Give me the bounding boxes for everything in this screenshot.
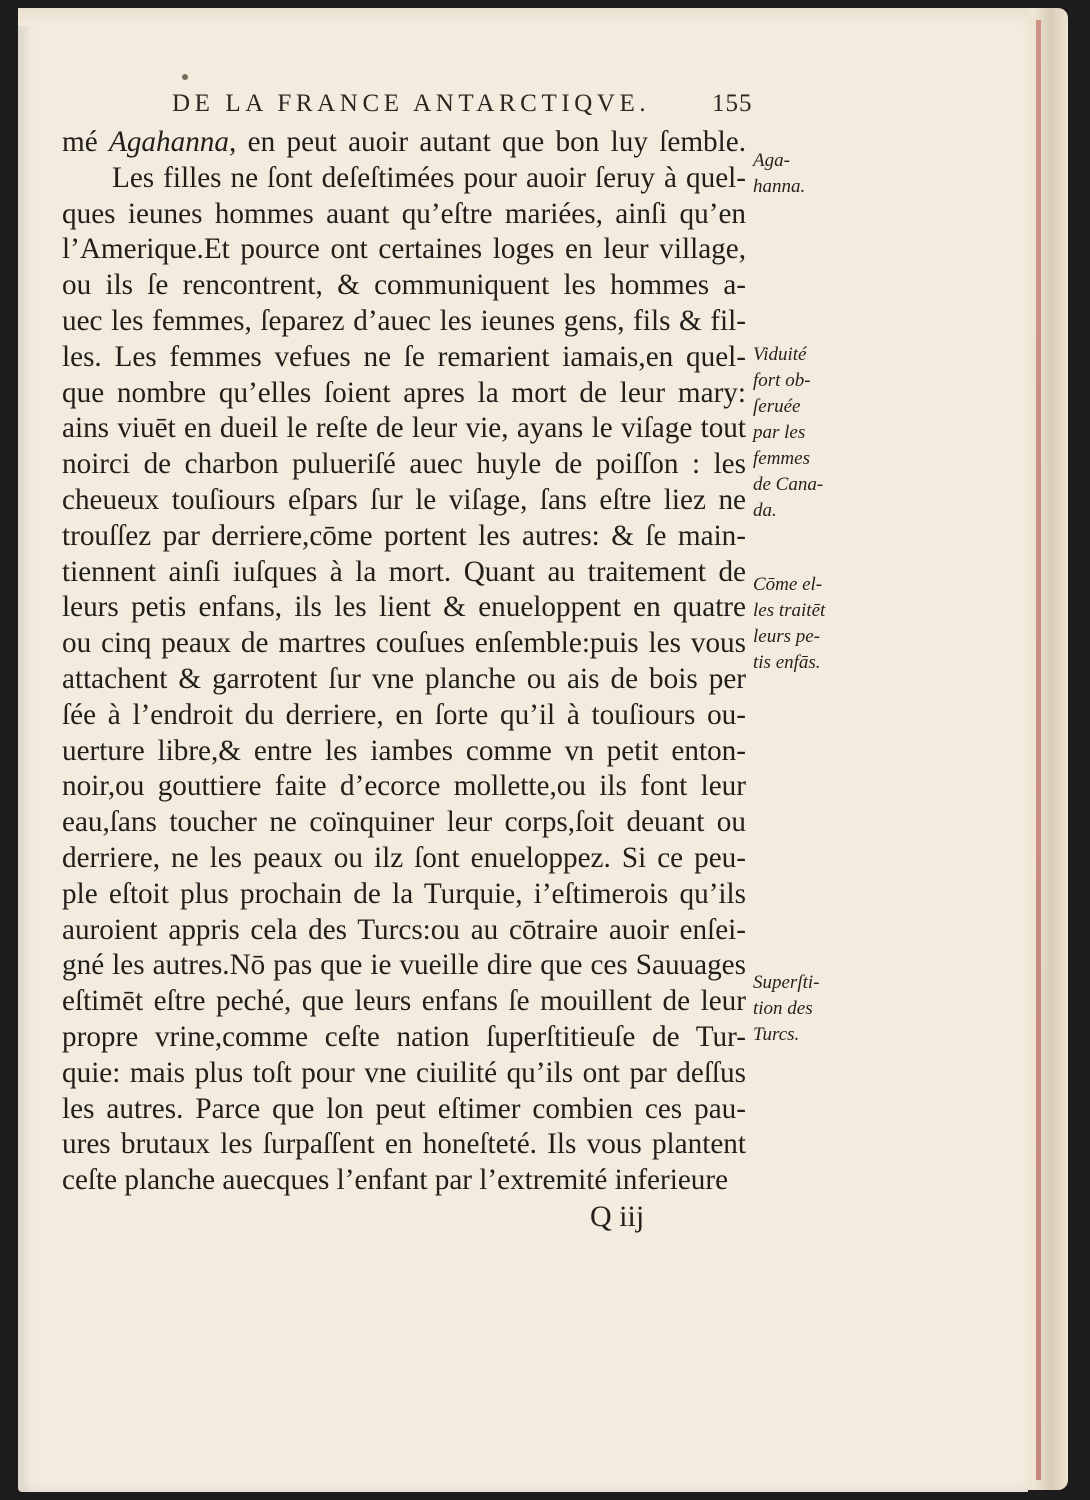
margin-note-line: Superſti- [753, 972, 820, 993]
text-line: leurs petis enfans, ils les lient & enueloppent en quatre [62, 591, 746, 624]
text-line [62, 125, 746, 161]
text-line: ures brutaux les ſurpaſſent en honeſteté. Ils vous plantent [62, 1128, 746, 1161]
margin-note-line: da. [753, 500, 777, 521]
ink-dot [182, 74, 188, 80]
text-line: attachent & garrotent ſur vne planche ou ais de bois per [62, 662, 746, 695]
text-line: eau,ſans toucher ne coïnquiner leur corps,ſoit deuant ou [62, 806, 746, 839]
text-line: gné les autres.Nō pas que ie vueille dire que ces Sauuages [62, 949, 746, 982]
signature-mark: Q iij [590, 1200, 645, 1233]
margin-note-line: Aga- [753, 150, 790, 171]
margin-note-line: tis enfās. [753, 652, 821, 673]
text-line: eſtimēt eſtre peché, que leurs enfans ſe mouillent de leur [62, 985, 746, 1018]
margin-note-line: tion des [753, 998, 813, 1019]
text-line: derriere, ne les peaux ou ilz ſont enueloppez. Si ce peu- [62, 841, 746, 874]
margin-note-line: Turcs. [753, 1024, 800, 1045]
text-line: l’Amerique.Et pource ont certaines loges en leur village, [62, 233, 746, 266]
text-line: ques ieunes hommes auant qu’eſtre mariées, ainſi qu’en [62, 197, 746, 230]
page-top-edge [18, 8, 1028, 26]
text-line: auroient appris cela des Turcs:ou au cōtraire auoir enſei- [62, 913, 746, 946]
text-line: trouſſez par derriere,cōme portent les autres: & ſe main- [62, 519, 746, 552]
text-line: uerture libre,& entre les iambes comme vn petit enton- [62, 734, 746, 767]
text-line: propre vrine,comme ceſte nation ſuperſtitieuſe de Tur- [62, 1020, 746, 1053]
page-edge-red-stain [1036, 20, 1041, 1480]
text-line: les. Les femmes vefues ne ſe remarient iamais,en quel- [62, 340, 746, 373]
text-line: ou cinq peaux de martres couſues enſemble:puis les vous [62, 627, 746, 660]
text-fragment: mé [62, 126, 109, 158]
text-line: quie: mais plus toſt pour vne ciuilité qu’ils ont par deſſus [62, 1056, 746, 1089]
text-line: uec les femmes, ſeparez d’auec les ieunes gens, fils & fil- [62, 304, 746, 337]
page-number: 155 [712, 90, 753, 117]
margin-note-come-elles-traitent [753, 572, 843, 676]
margin-note-line: leurs pe- [753, 626, 821, 647]
text-line: ou ils ſe rencontrent, & communiquent les hommes a- [62, 269, 746, 302]
margin-note-viduite [753, 342, 843, 524]
margin-note-line: Viduité [753, 344, 807, 365]
text-line: noir,ou gouttiere faite d’ecorce mollette,ou ils font leur [62, 770, 746, 803]
margin-note-line: ſeruée [753, 396, 801, 417]
text-line: cheueux touſiours eſpars ſur le viſage, ſans eſtre liez ne [62, 483, 746, 516]
text-line: ains viuēt en dueil le reſte de leur vie, ayans le viſage tout [62, 412, 746, 445]
italic-name: Agahanna [109, 126, 229, 158]
text-line: Les filles ne ſont deſeſtimées pour auoir ſeruy à quel- [112, 161, 746, 194]
text-line: que nombre qu’elles ſoient apres la mort de leur mary: [62, 376, 746, 409]
text-line: noirci de charbon pulueriſé auec huyle de poiſſon : les [62, 448, 746, 481]
text-line: tiennent ainſi iuſques à la mort. Quant au traitement de [62, 555, 746, 588]
text-line: les autres. Parce que lon peut eſtimer combien ces pau- [62, 1092, 746, 1125]
margin-note-line: hanna. [753, 176, 806, 197]
text-line: ple eſtoit plus prochain de la Turquie, i’eſtimerois qu’ils [62, 877, 746, 910]
margin-note-line: par les [753, 422, 806, 443]
text-line: ceſte planche auecques l’enfant par l’extremité inferieure [62, 1164, 729, 1197]
margin-note-line: femmes [753, 448, 810, 469]
text-fragment: , en peut auoir autant que bon luy ſemble. [229, 126, 746, 158]
page-header [172, 88, 772, 124]
margin-note-line: de Cana- [753, 474, 824, 495]
running-title: DE LA FRANCE ANTARCTIQVE. [172, 90, 651, 117]
main-text-block [62, 125, 746, 1199]
margin-note-agahanna [753, 148, 843, 200]
text-line: ſée à l’endroit du derriere, en ſorte qu’il à touſiours ou- [62, 698, 746, 731]
margin-note-line: Cōme el- [753, 574, 823, 595]
margin-note-superstition [753, 970, 843, 1048]
margin-note-line: les traitēt [753, 600, 826, 621]
margin-note-line: fort ob- [753, 370, 811, 391]
